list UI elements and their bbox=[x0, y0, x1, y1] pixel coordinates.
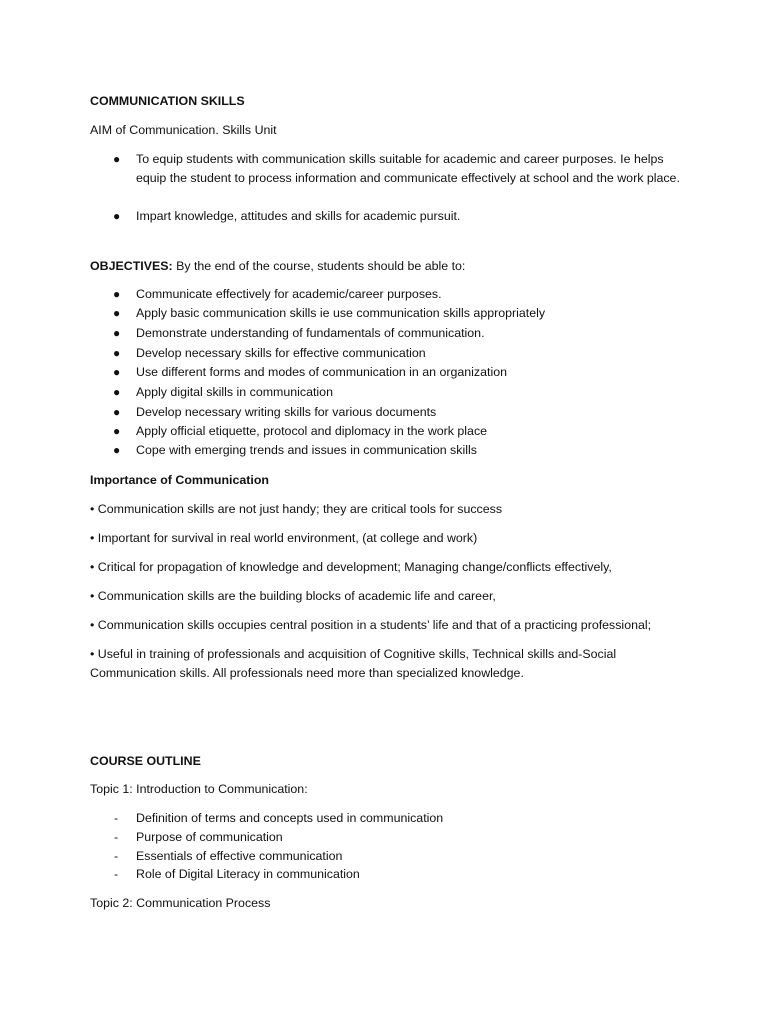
objective-item: Communicate effectively for academic/career purposes. bbox=[136, 287, 442, 301]
importance-item: • Communication skills are not just handy; they are critical tools for success bbox=[90, 502, 503, 516]
importance-item: • Communication skills are the building blocks of academic life and career, bbox=[90, 589, 496, 603]
importance-item: • Communication skills occupies central position in a students’ life and that of a practicing professional; bbox=[90, 618, 652, 632]
bullet-icon: ● bbox=[113, 405, 121, 419]
topic-item: Definition of terms and concepts used in communication bbox=[136, 811, 444, 825]
importance-item: • Critical for propagation of knowledge and development; Managing change/conflicts effectively, bbox=[90, 560, 612, 574]
bullet-icon: ● bbox=[113, 209, 121, 223]
bullet-icon: ● bbox=[113, 346, 121, 360]
objective-item: Develop necessary writing skills for various documents bbox=[136, 405, 437, 419]
topic-item: Essentials of effective communication bbox=[136, 849, 343, 863]
aim-heading: AIM of Communication. Skills Unit bbox=[90, 123, 277, 137]
importance-heading: Importance of Communication bbox=[90, 473, 269, 487]
bullet-icon: ● bbox=[113, 443, 121, 457]
aim-item: To equip students with communication skills suitable for academic and career purposes. Ie helps equip the student to process information and communicate effectively at school and the work place. bbox=[136, 152, 680, 185]
objective-item: Develop necessary skills for effective communication bbox=[136, 346, 426, 360]
bullet-icon: ● bbox=[113, 424, 121, 438]
topic-item: Role of Digital Literacy in communication bbox=[136, 867, 360, 881]
bullet-icon: ● bbox=[113, 385, 121, 399]
objectives-text: By the end of the course, students should be able to: bbox=[172, 259, 466, 273]
objective-item: Apply official etiquette, protocol and diplomacy in the work place bbox=[136, 424, 488, 438]
course-outline-heading: COURSE OUTLINE bbox=[90, 754, 201, 768]
bullet-icon: ● bbox=[113, 287, 121, 301]
objectives-intro bbox=[90, 257, 465, 276]
bullet-icon: ● bbox=[113, 326, 121, 340]
bullet-icon: ● bbox=[113, 152, 121, 166]
topic-heading: Topic 2: Communication Process bbox=[90, 896, 271, 910]
topic-heading: Topic 1: Introduction to Communication: bbox=[90, 782, 308, 796]
document-title: COMMUNICATION SKILLS bbox=[90, 94, 245, 108]
objectives-label: OBJECTIVES: bbox=[90, 259, 173, 273]
objective-item: Apply basic communication skills ie use communication skills appropriately bbox=[136, 306, 546, 320]
objective-item: Cope with emerging trends and issues in communication skills bbox=[136, 443, 477, 457]
importance-item: • Important for survival in real world environment, (at college and work) bbox=[90, 531, 478, 545]
dash-icon: - bbox=[114, 849, 119, 863]
objective-item: Apply digital skills in communication bbox=[136, 385, 333, 399]
dash-icon: - bbox=[114, 867, 119, 881]
importance-item: • Useful in training of professionals and acquisition of Cognitive skills, Technical skills and-Social Communication skills. All professionals need more than specialized knowledge. bbox=[90, 647, 617, 680]
bullet-icon: ● bbox=[113, 306, 121, 320]
dash-icon: - bbox=[114, 811, 119, 825]
objective-item: Use different forms and modes of communication in an organization bbox=[136, 365, 507, 379]
topic-item: Purpose of communication bbox=[136, 830, 283, 844]
dash-icon: - bbox=[114, 830, 119, 844]
aim-item: Impart knowledge, attitudes and skills for academic pursuit. bbox=[136, 209, 461, 223]
bullet-icon: ● bbox=[113, 365, 121, 379]
objective-item: Demonstrate understanding of fundamentals of communication. bbox=[136, 326, 485, 340]
